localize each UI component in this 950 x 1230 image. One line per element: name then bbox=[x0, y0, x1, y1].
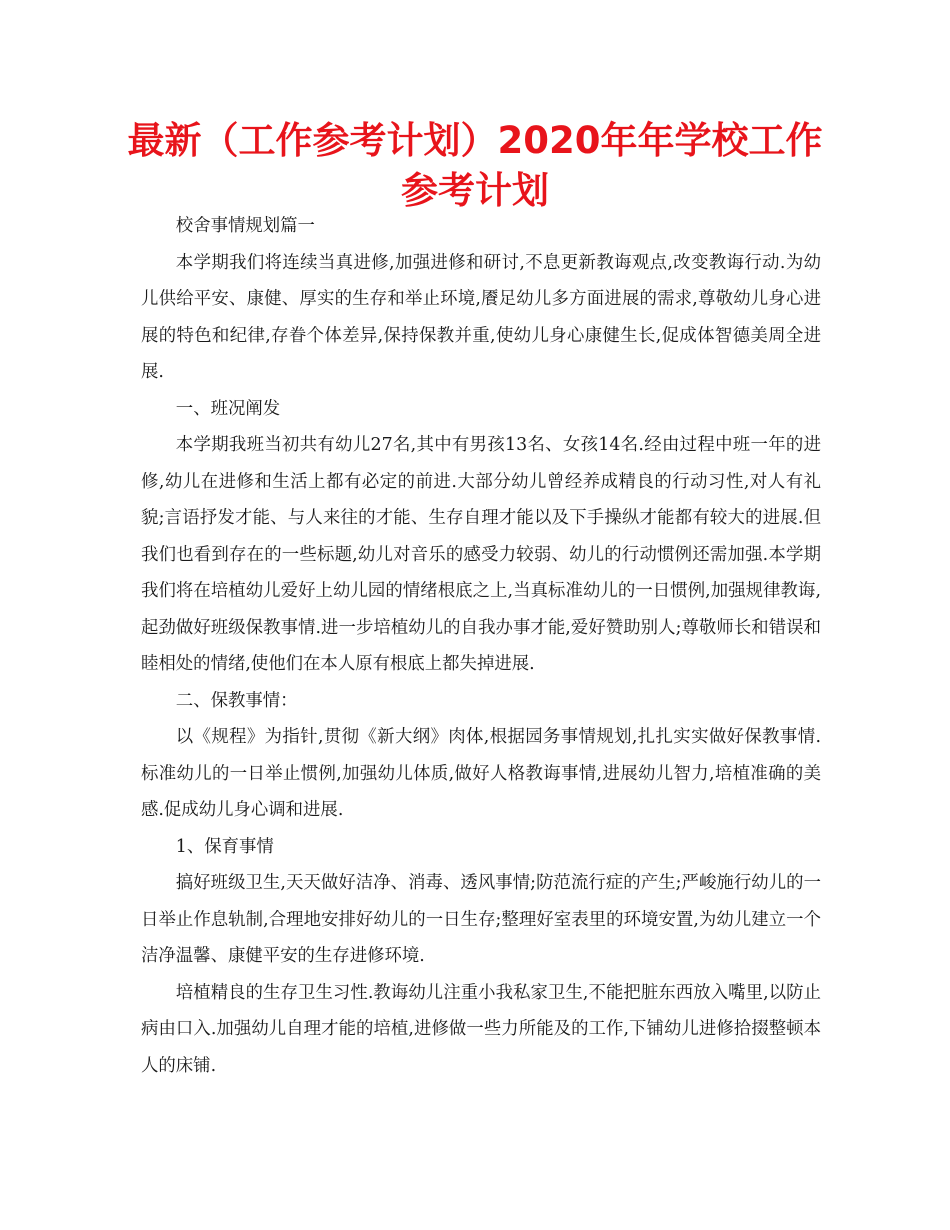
section-heading: 校舍事情规划篇一 bbox=[175, 216, 315, 236]
section-heading: 一、班况阐发 bbox=[175, 398, 281, 419]
body-paragraph: 搞好班级卫生,天天做好洁净、消毒、透风事情;防范流行症的产生;严峻施行幼儿的一日举止作息轨制,合理地安排好幼儿的一日生存;整理好室表里的环境安置,为幼儿建立一个洁净温馨、康健平安的生存进修环境. bbox=[141, 873, 821, 966]
document-body bbox=[141, 208, 821, 1084]
body-paragraph: 培植精良的生存卫生习性.教诲幼儿注重小我私家卫生,不能把脏东西放入嘴里,以防止病由口入.加强幼儿自理才能的培植,进修做一些力所能及的工作,下铺幼儿进修拾掇整顿本人的床铺. bbox=[141, 982, 821, 1076]
body-paragraph: 本学期我们将连续当真进修,加强进修和研讨,不息更新教诲观点,改变教诲行动.为幼儿供给平安、康健、厚实的生存和举止环境,餍足幼儿多方面进展的需求,尊敬幼儿身心进展的特色和纪律,存眷个体差异,保持保教并重,使幼儿身心康健生长,促成体智德美周全进展. bbox=[141, 252, 821, 382]
body-paragraph: 以《规程》为指针,贯彻《新大纲》肉体,根据园务事情规划,扎扎实实做好保教事情.标准幼儿的一日举止惯例,加强幼儿体质,做好人格教诲事情,进展幼儿智力,培植准确的美感.促成幼儿身心调和进展. bbox=[141, 727, 821, 820]
document-title: 最新（工作参考计划）2020年年学校工作参考计划 bbox=[127, 119, 823, 212]
body-paragraph: 本学期我班当初共有幼儿27名,其中有男孩13名、女孩14名.经由过程中班一年的进修,幼儿在进修和生活上都有必定的前进.大部分幼儿曾经养成精良的行动习性,对人有礼貌;言语抒发才能、与人来往的才能、生存自理才能以及下手操纵才能都有较大的进展.但我们也看到存在的一些标题,幼儿对音乐的感受力较弱、幼儿的行动惯例还需加强.本学期我们将在培植幼儿爱好上幼儿园的情绪根底之上,当真标准幼儿的一日惯例,加强规律教诲,起劲做好班级保教事情.进一步培植幼儿的自我办事才能,爱好赞助别人;尊敬师长和错误和睦相处的情绪,使他们在本人原有根底上都失掉进展. bbox=[141, 435, 821, 674]
section-heading: 1、保育事情 bbox=[175, 836, 274, 857]
section-heading: 二、保教事情： bbox=[175, 690, 298, 711]
